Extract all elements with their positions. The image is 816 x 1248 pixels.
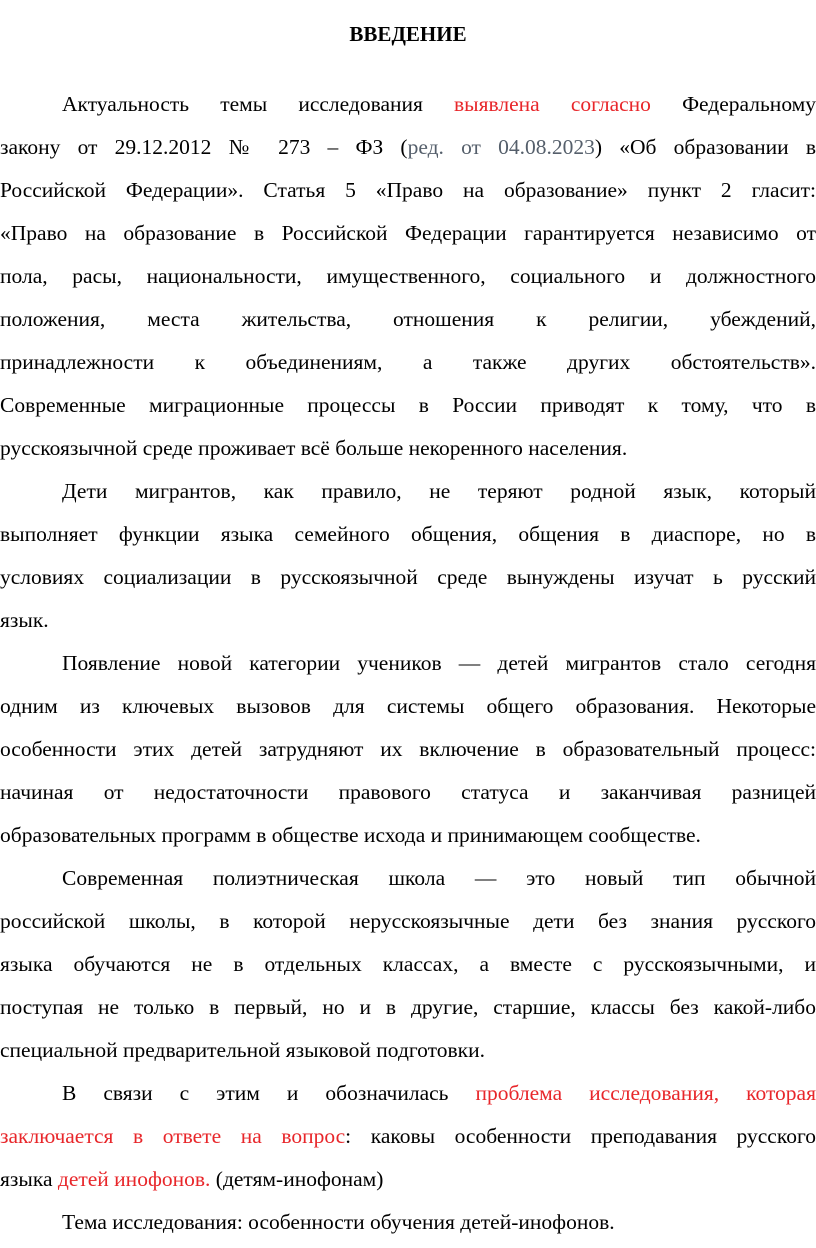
paragraph-1-line-6: положения, места жительства, отношения к религии, убеждений, [0,307,816,331]
paragraph-1-line-3: Российской Федерации». Статья 5 «Право на образование» пункт 2 гласит: [0,178,816,202]
highlighted-text: детей инофонов. [57,1167,211,1191]
highlighted-text: выявлена согласно [454,92,651,116]
highlighted-text: проблема исследования, которая [475,1081,816,1105]
paragraph-5-line-1 [62,1079,816,1119]
paragraph-3-line-3: особенности этих детей затрудняют их включение в образовательный процесс: [0,737,816,761]
text-segment: языка [0,1167,58,1191]
paragraph-4-line-1: Современная полиэтническая школа — это новый тип обычной [62,866,816,890]
paragraph-2-line-3: условиях социализации в русскоязычной среде вынуждены изучат ь русский [0,565,816,589]
paragraph-1-line-2 [0,133,816,173]
paragraph-4-line-4: поступая не только в первый, но и в другие, старшие, классы без какой-либо [0,995,816,1019]
edition-note: ред. от 04.08.2023 [407,135,595,159]
text-segment: ) «Об образовании в [594,135,816,159]
paragraph-6-line-1: Тема исследования: особенности обучения детей-инофонов. [62,1210,615,1234]
section-title: ВВЕДЕНИЕ [349,22,467,46]
paragraph-5-line-3 [0,1165,816,1205]
paragraph-4-line-3: языка обучаются не в отдельных классах, а вместе с русскоязычными, и [0,952,816,976]
paragraph-1-line-7: принадлежности к объединениям, а также других обстоятельств». [0,350,816,374]
paragraph-2-line-1: Дети мигрантов, как правило, не теряют родной язык, который [62,479,816,503]
highlighted-text: заключается в ответе на вопрос [0,1124,346,1148]
paragraph-5-line-2 [0,1122,816,1162]
paragraph-1-line-4: «Право на образование в Российской Федерации гарантируется независимо от [0,221,816,245]
paragraph-3-line-4: начиная от недостаточности правового статуса и заканчивая разницей [0,780,816,804]
paragraph-1-line-8: Современные миграционные процессы в России приводят к тому, что в [0,393,816,417]
paragraph-3-line-2: одним из ключевых вызовов для системы общего образования. Некоторые [0,694,816,718]
text-segment: : каковы особенности преподавания русского [345,1124,816,1148]
text-segment: В связи с этим и обозначилась [62,1081,476,1105]
paragraph-2-line-2: выполняет функции языка семейного общения, общения в диаспоре, но в [0,522,816,546]
paragraph-4-line-5: специальной предварительной языковой подготовки. [0,1038,485,1062]
paragraph-2-line-4: язык. [0,608,49,632]
text-segment: Федеральному [650,92,816,116]
paragraph-3-line-1: Появление новой категории учеников — детей мигрантов стало сегодня [62,651,816,675]
text-segment: закону от 29.12.2012 № 273 – ФЗ ( [0,135,408,159]
paragraph-3-line-5: образовательных программ в обществе исхода и принимающем сообществе. [0,823,701,847]
paragraph-1-line-9: русскоязычной среде проживает всё больше некоренного населения. [0,436,628,460]
text-segment: Актуальность темы исследования [62,92,455,116]
paragraph-1-line-1 [62,90,816,130]
paragraph-1-line-5: пола, расы, национальности, имущественного, социального и должностного [0,264,816,288]
paragraph-4-line-2: российской школы, в которой нерусскоязычные дети без знания русского [0,909,816,933]
text-segment: (детям-инофонам) [210,1167,384,1191]
